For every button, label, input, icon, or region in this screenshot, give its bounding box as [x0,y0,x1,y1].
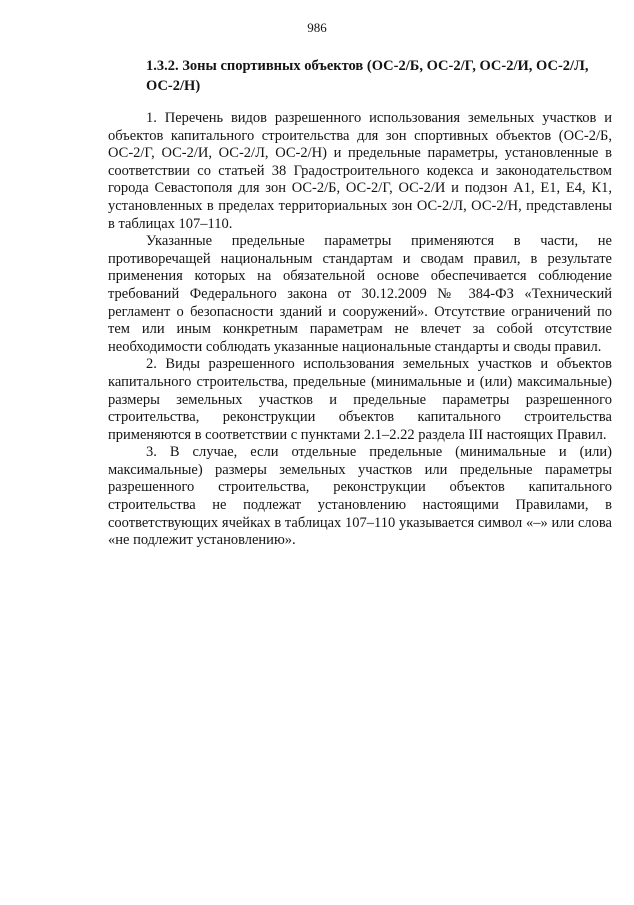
paragraph-1: 1. Перечень видов разрешенного использования земельных участков и объектов капитального строительства для зон спортивных объектов (ОС-2/Б, ОС-2/Г, ОС-2/И, ОС-2/Л, ОС-2/Н) и предельные параметры, установленные в соответствии со статьей 38 Градостроительного кодекса и законодательством города Севастополя для зон ОС-2/Б, ОС-2/Г, ОС-2/И и подзон А1, Е1, Е4, К1, установленных в пределах территориальных зон ОС-2/Л, ОС-2/Н, представлены в таблицах 107–110. [108,110,612,232]
paragraph-2: Указанные предельные параметры применяются в части, не противоречащей национальным стандартам и сводам правил, в результате применения которых на обязательной основе обеспечивается соблюдение требований Федерального закона от 30.12.2009 № 384-ФЗ «Технический регламент о безопасности зданий и сооружений». Отсутствие ограничений по тем или иным конкретным параметрам не влечет за собой отсутствие необходимости соблюдать указанные национальные стандарты и своды правил. [108,233,612,355]
paragraph-3: 2. Виды разрешенного использования земельных участков и объектов капитального строительства, предельные (минимальные и (или) максимальные) размеры земельных участков и предельные параметры разрешенного строительства, реконструкции объектов капитального строительства применяются в соответствии с пунктами 2.1–2.22 раздела III настоящих Правил. [108,356,612,443]
paragraph-4: 3. В случае, если отдельные предельные (минимальные и (или) максимальные) размеры земельных участков или предельные параметры разрешенного строительства, реконструкции объектов капитального строительства не подлежат установлению настоящими Правилами, в соответствующих ячейках в таблицах 107–110 указывается символ «–» или слова «не подлежит установлению». [108,444,612,549]
page-number: 986 [307,20,327,35]
document-body [108,56,612,550]
section-heading: 1.3.2. Зоны спортивных объектов (ОС-2/Б, ОС-2/Г, ОС-2/И, ОС-2/Л, ОС-2/Н) [146,58,589,94]
